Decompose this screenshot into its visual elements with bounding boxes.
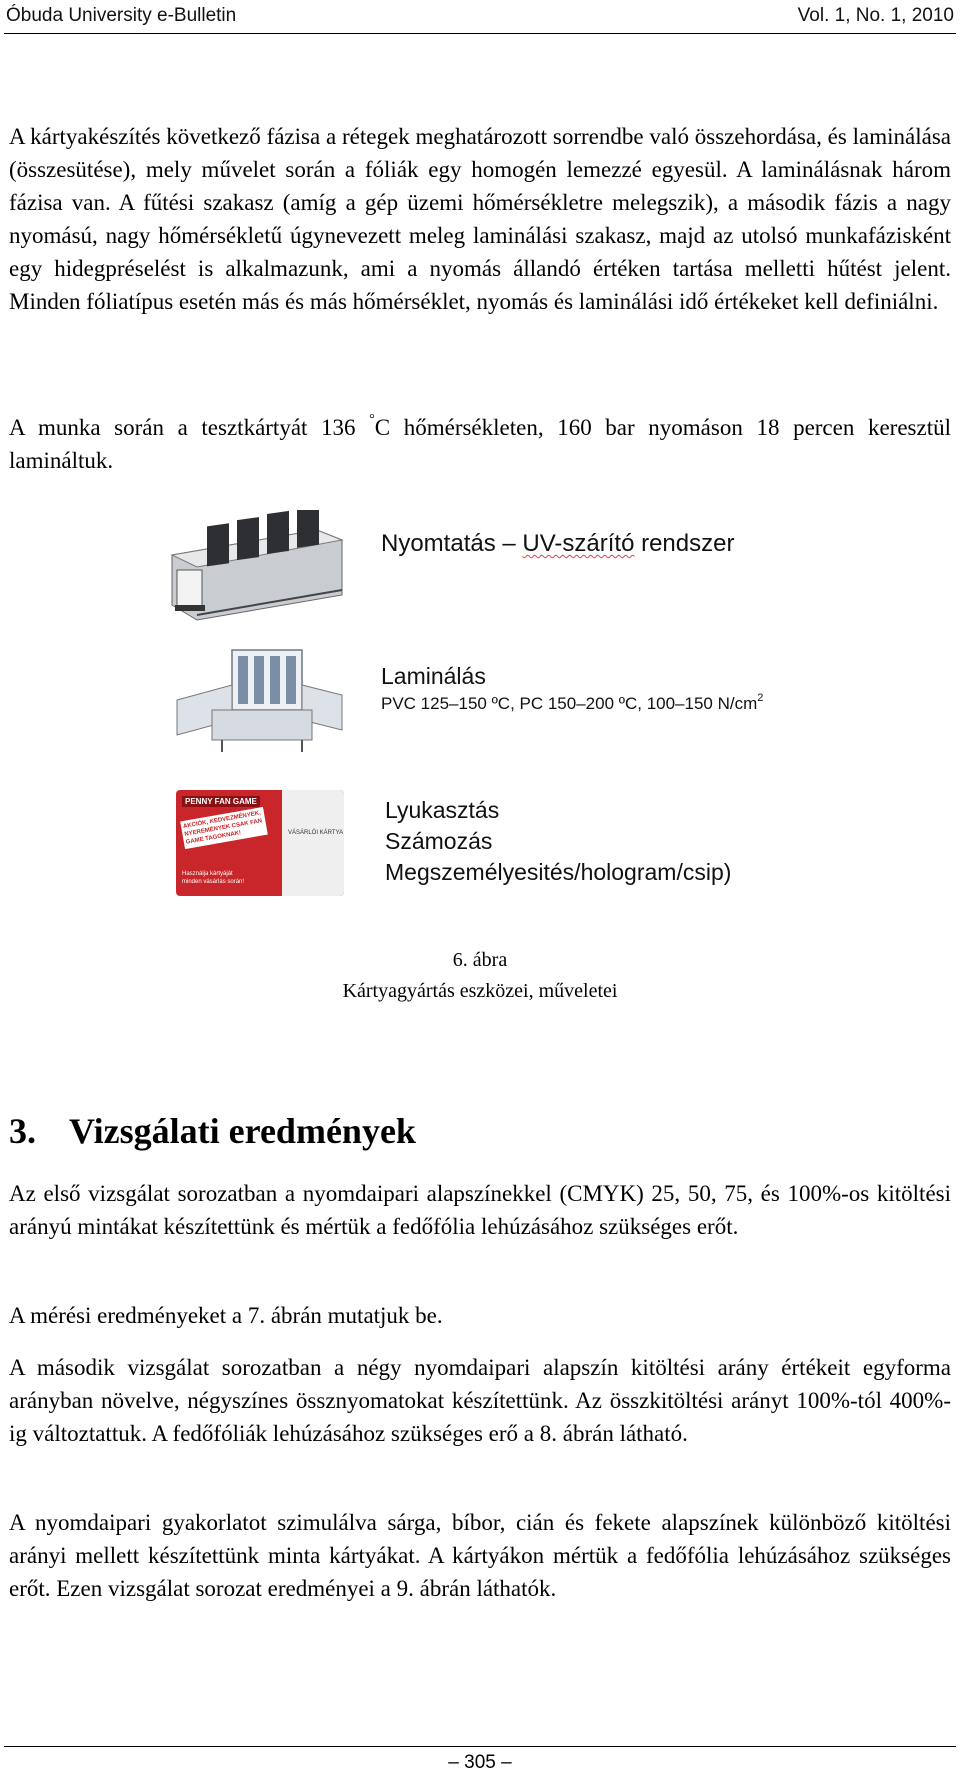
paragraph-test-card [9,411,951,477]
figure-label-printing-c: rendszer [634,530,735,557]
degree-sign: ° [369,412,375,427]
lamination-params-exponent: 2 [757,692,764,704]
figure-label-punching: Lyukasztás [385,797,500,823]
figure-number: 6. ábra [452,949,508,971]
section-title: Vizsgálati eredmények [69,1111,416,1151]
figure-label-finishing [385,795,731,888]
page-header [4,0,956,34]
figure-6 [9,500,951,1002]
card-right-text: VÁSÁRLÓI KÁRTYA [288,830,344,836]
card-promo: AKCIÓK, KEDVEZMÉNYEK, NYEREMÉNYEK CSAK FAN GAME TAGOKNAK! [180,807,268,849]
paragraph-test-card-part-a: A munka során a tesztkártyát 136 [9,415,370,440]
paragraph-results-ref: A mérési eredményeket a 7. ábrán mutatjuk be. [9,1303,443,1328]
paragraph-lamination: A kártyakészítés következő fázisa a rétegek meghatározott sorrendbe való összehordása, és laminálása (összesütése), mely művelet során a fóliák egy homogén lemezzé egyesül. A laminálásnak három fázisa van. A fűtési szakasz (amíg a gép üzemi hőmérsékletre melegszik), a második fázis a nagy nyomású, nagy hőmérsékletű úgynevezett meleg laminálási szakasz, majd az utolsó munkafázisként egy hidegpréselést is alkalmazunk, ami a nyomás állandó értéken tartása melletti hűtést jelent. Minden fóliatípus esetén más és más hőmérséklet, nyomás és laminálási idő értékeket kell definiálni. [9,124,951,314]
figure-label-printing-a: Nyomtatás – [381,530,523,557]
lamination-params-text: PVC 125–150 ºC, PC 150–200 ºC, 100–150 N/cm [381,694,758,713]
page-number: – 305 – [448,1752,512,1773]
journal-name: Óbuda University e‑Bulletin [6,5,237,26]
card-bottom-text: Használja kártyáját minden vásárlás során! [182,871,245,885]
footer-rule [4,1746,956,1747]
figure-label-printing-b: UV-szárító [522,530,635,557]
paragraph-third-series: A nyomdaipari gyakorlatot szimulálva sárga, bíbor, cián és fekete alapszínek különböző kitöltési arányi mellett készítettünk minta kártyákat. A kártyákon mértük a fedőfólia lehúzásához szükséges erőt. Ezen vizsgálat sorozat eredményei a 9. ábrán láthatók. [9,1510,951,1601]
section-number: 3. [9,1111,36,1151]
volume-info: Vol. 1, No. 1, 2010 [797,5,954,26]
card-right-panel [282,790,344,896]
figure-label-lamination: Laminálás [381,663,486,689]
section-heading [9,1110,416,1152]
figure-label-personalization: Megszemélyesités/hologram/csip) [385,859,732,885]
figure-label-numbering: Számozás [385,828,493,854]
paragraph-test-card-part-b: C hőmérsékleten, 160 bar nyomáson 18 percen keresztül lamináltuk. [9,415,951,473]
loyalty-card-image [176,790,344,896]
laminator-image [172,640,347,755]
paragraph-second-series: A második vizsgálat sorozatban a négy nyomdaipari alapszín kitöltési arány értékeit egyforma arányban növelve, négyszínes össznyomatokat készítettünk. Az összkitöltési arányt 100%-tól 400%-ig változtattuk. A fedőfóliák lehúzásához szükséges erő a 8. ábrán látható. [9,1355,951,1446]
figure-label-lamination-params [381,694,763,714]
card-title: PENNY FAN GAME [182,796,260,807]
figure-caption: Kártyagyártás eszközei, műveletei [342,980,618,1002]
printing-press-image [167,510,347,625]
figure-label-printing [381,530,734,558]
paragraph-first-series: Az első vizsgálat sorozatban a nyomdaipari alapszínekkel (CMYK) 25, 50, 75, és 100%-os kitöltési arányú mintákat készítettünk és mértük a fedőfólia lehúzásához szükséges erőt. [9,1181,951,1239]
